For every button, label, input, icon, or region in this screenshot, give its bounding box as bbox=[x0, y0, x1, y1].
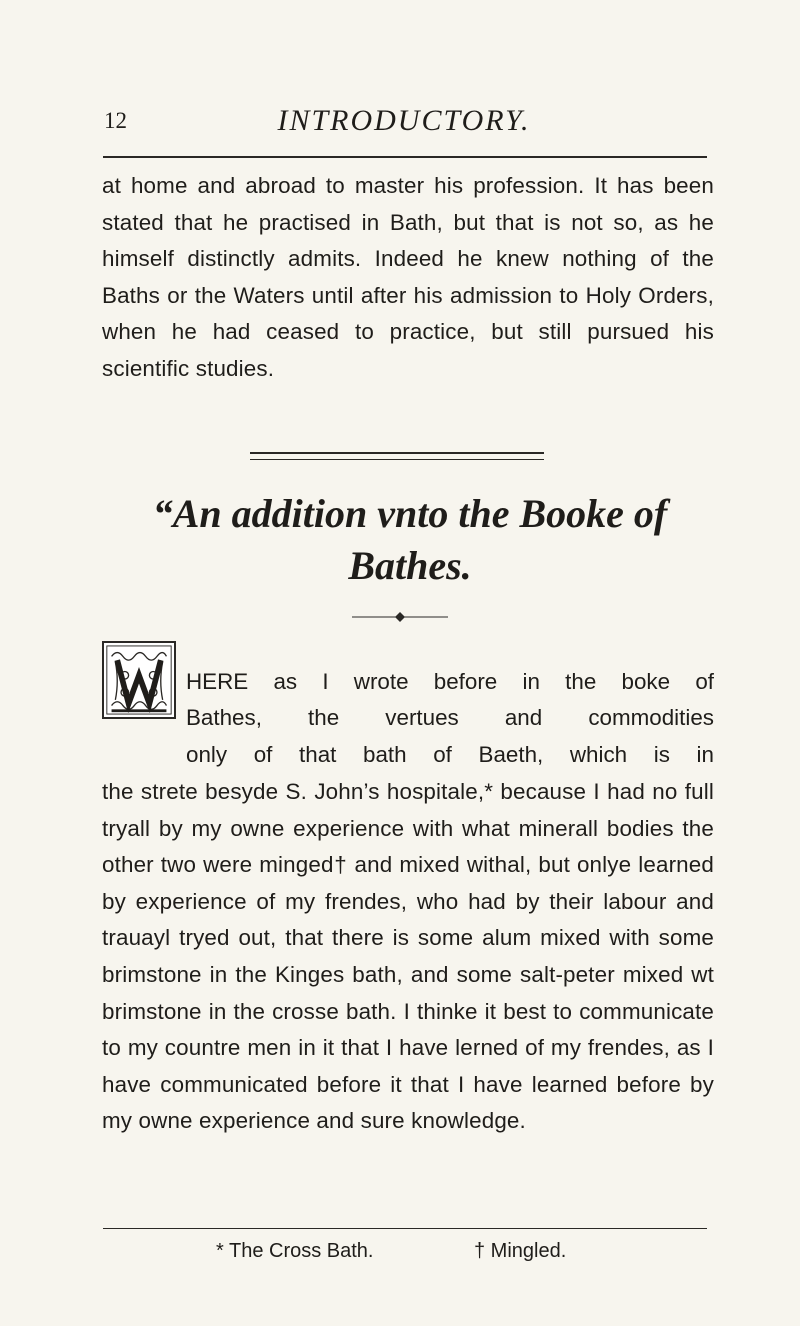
decorated-initial-icon bbox=[104, 643, 174, 717]
paragraph-2-line-3: only of that bath of Baeth, which is in bbox=[186, 742, 714, 767]
footnote-rule bbox=[103, 1228, 707, 1229]
header-rule bbox=[103, 156, 707, 158]
paragraph-2-body: the strete besyde S. John’s hospitale,* because I had no full tryall by my owne experience with what minerall bodies the other two were minged† and mixed withal, but onlye learned by experience of my frendes, who had by their labour and trauayl tryed out, that there is some alum mixed with some brimstone in the Kinges bath, and some salt-peter mixed wt brimstone in the crosse bath. I thinke it best to communicate to my countre men in it that I have lerned of my frendes, as I have communicated before it that I have learned before by my owne experience and sure knowledge. bbox=[102, 779, 714, 1134]
section-title-line-1: “An addition vnto the Booke of bbox=[152, 491, 668, 536]
section-divider bbox=[250, 452, 544, 460]
page-number: 12 bbox=[104, 108, 127, 133]
footnote-2: † Mingled. bbox=[474, 1240, 567, 1262]
paragraph-1: at home and abroad to master his profession. It has been stated that he practised in Bath, but that is not so, as he himself distinctly admits. Indeed he knew nothing of the Baths or the Waters until after his admission to Holy Orders, when he had ceased to practice, but still pursued his scientific studies. bbox=[102, 173, 714, 381]
drop-cap-w bbox=[102, 641, 176, 719]
paragraph-2-line-2: Bathes, the vertues and commodities bbox=[186, 705, 714, 730]
page-header bbox=[104, 104, 704, 144]
paragraph-2-line-1: HERE as I wrote before in the boke of bbox=[186, 669, 714, 694]
footnote-1: * The Cross Bath. bbox=[216, 1240, 374, 1262]
section-title-line-2: Bathes. bbox=[348, 543, 472, 588]
running-head: INTRODUCTORY. bbox=[277, 104, 531, 137]
diamond-ornament-icon bbox=[352, 612, 448, 622]
